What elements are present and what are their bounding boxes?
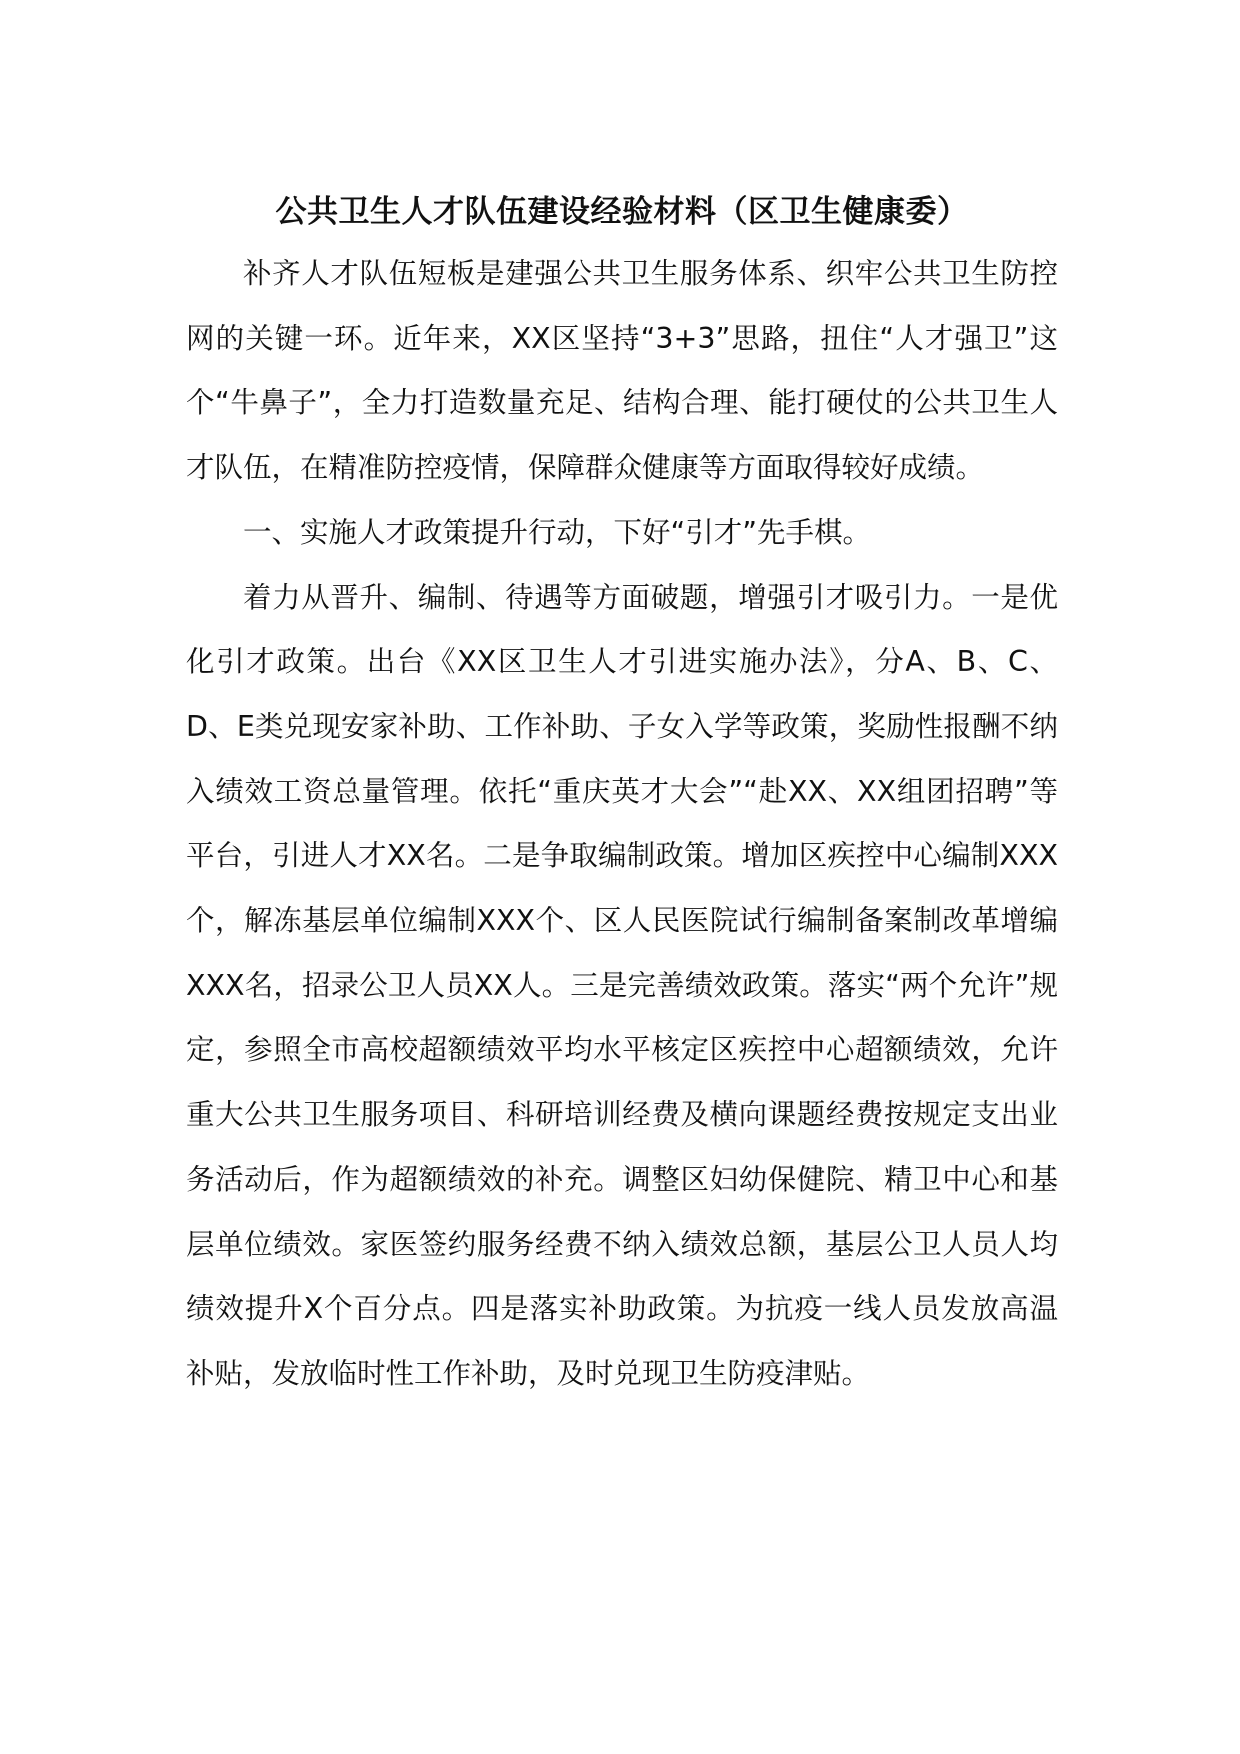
intro-paragraph: 补齐人才队伍短板是建强公共卫生服务体系、织牢公共卫生防控网的关键一环。近年来，XX区坚持“3+3”思路，扭住“人才强卫”这个“牛鼻子”，全力打造数量充足、结构合理、能打硬仗的公共卫生人才队伍，在精准防控疫情，保障群众健康等方面取得较好成绩。 [186, 257, 1058, 485]
section-heading-1: 一、实施人才政策提升行动，下好“引才”先手棋。 [243, 515, 872, 549]
section-1-body-paragraph: 着力从晋升、编制、待遇等方面破题，增强引才吸引力。一是优化引才政策。出台《XX区卫生人才引进实施办法》，分A、B、C、D、E类兑现安家补助、工作补助、子女入学等政策，奖励性报酬不纳入绩效工资总量管理。依托“重庆英才大会”“赴XX、XX组团招聘”等平台，引进人才XX名。二是争取编制政策。增加区疾控中心编制XXX个，解冻基层单位编制XXX个、区人民医院试行编制备案制改革增编XXX名，招录公卫人员XX人。三是完善绩效政策。落实“两个允许”规定，参照全市高校超额绩效平均水平核定区疾控中心超额绩效，允许重大公共卫生服务项目、科研培训经费及横向课题经费按规定支出业务活动后，作为超额绩效的补充。调整区妇幼保健院、精卫中心和基层单位绩效。家医签约服务经费不纳入绩效总额，基层公卫人员人均绩效提升X个百分点。四是落实补助政策。为抗疫一线人员发放高温补贴，发放临时性工作补助，及时兑现卫生防疫津贴。 [186, 580, 1058, 1390]
document-page [186, 192, 1058, 1407]
document-title: 公共卫生人才队伍建设经验材料（区卫生健康委） [275, 194, 969, 230]
